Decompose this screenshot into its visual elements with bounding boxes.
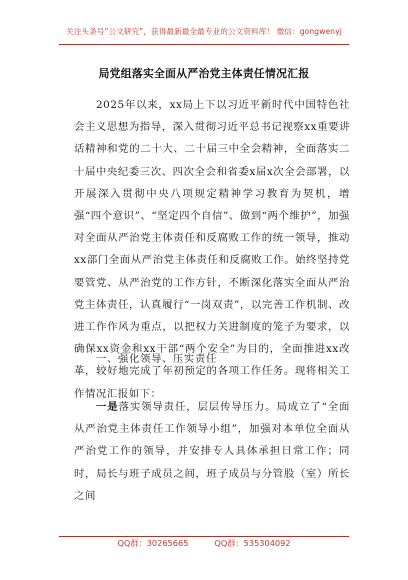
section-heading: 一、强化领导、压实责任 bbox=[96, 353, 217, 365]
qq-group-label-1: QQ群： bbox=[117, 538, 147, 548]
paragraph-text: 落实领导责任，层层传导压力。局成立了“全面从严治党主体责任工作领导小组”，加强对本单位全面从严治党工作的领导，并安排专人具体承担日常工作；同时，局长与班子成员之间，班子成员与分管股（室）所长之间 bbox=[74, 401, 350, 502]
header-divider bbox=[59, 44, 349, 45]
body-paragraph-2 bbox=[74, 396, 350, 507]
header-banner: 关注头条号“公文研究”，获得最新最全最专业的公文资料库！ 微信：gongwenyj bbox=[66, 27, 342, 36]
footer-contact bbox=[0, 538, 408, 549]
qq-group-number-2: 535304092 bbox=[243, 538, 291, 548]
body-paragraph: 2025年以来，xx局上下以习近平新时代中国特色社会主义思想为指导，深入贯彻习近平总书记视察xx重要讲话精神和党的二十大、二十届三中全会精神，全面落实二十届中央纪委三次、四次全会和省委x届x次全会部署，以开展深入贯彻中央八项规定精神学习教育为契机，增强“四个意识”、“坚定四个自信”、做到“两个维护”，加强对全面从严治党主体责任和反腐败工作的统一领导，推动xx部门全面从严治党主体责任和反腐败工作。始终坚持党要管党、从严治党的工作方针，不断深化落实全面从严治党主体责任，认真履行“一岗双责”，以完善工作机制、改进工作作风为重点，以把权力关进制度的笼子为要求，以确保xx资金和xx干部“两个安全”为目的，全面推进xx改革，较好地完成了年初预定的各项工作任务。现将相关工作情况汇报如下： bbox=[74, 99, 350, 400]
qq-group-label-2: QQ群： bbox=[214, 538, 244, 548]
footer-divider bbox=[59, 536, 349, 537]
qq-group-number-1: 30265665 bbox=[146, 538, 189, 548]
document-title: 局党组落实全面从严治党主体责任情况汇报 bbox=[98, 67, 310, 80]
paragraph-lead: 一是 bbox=[96, 401, 119, 413]
